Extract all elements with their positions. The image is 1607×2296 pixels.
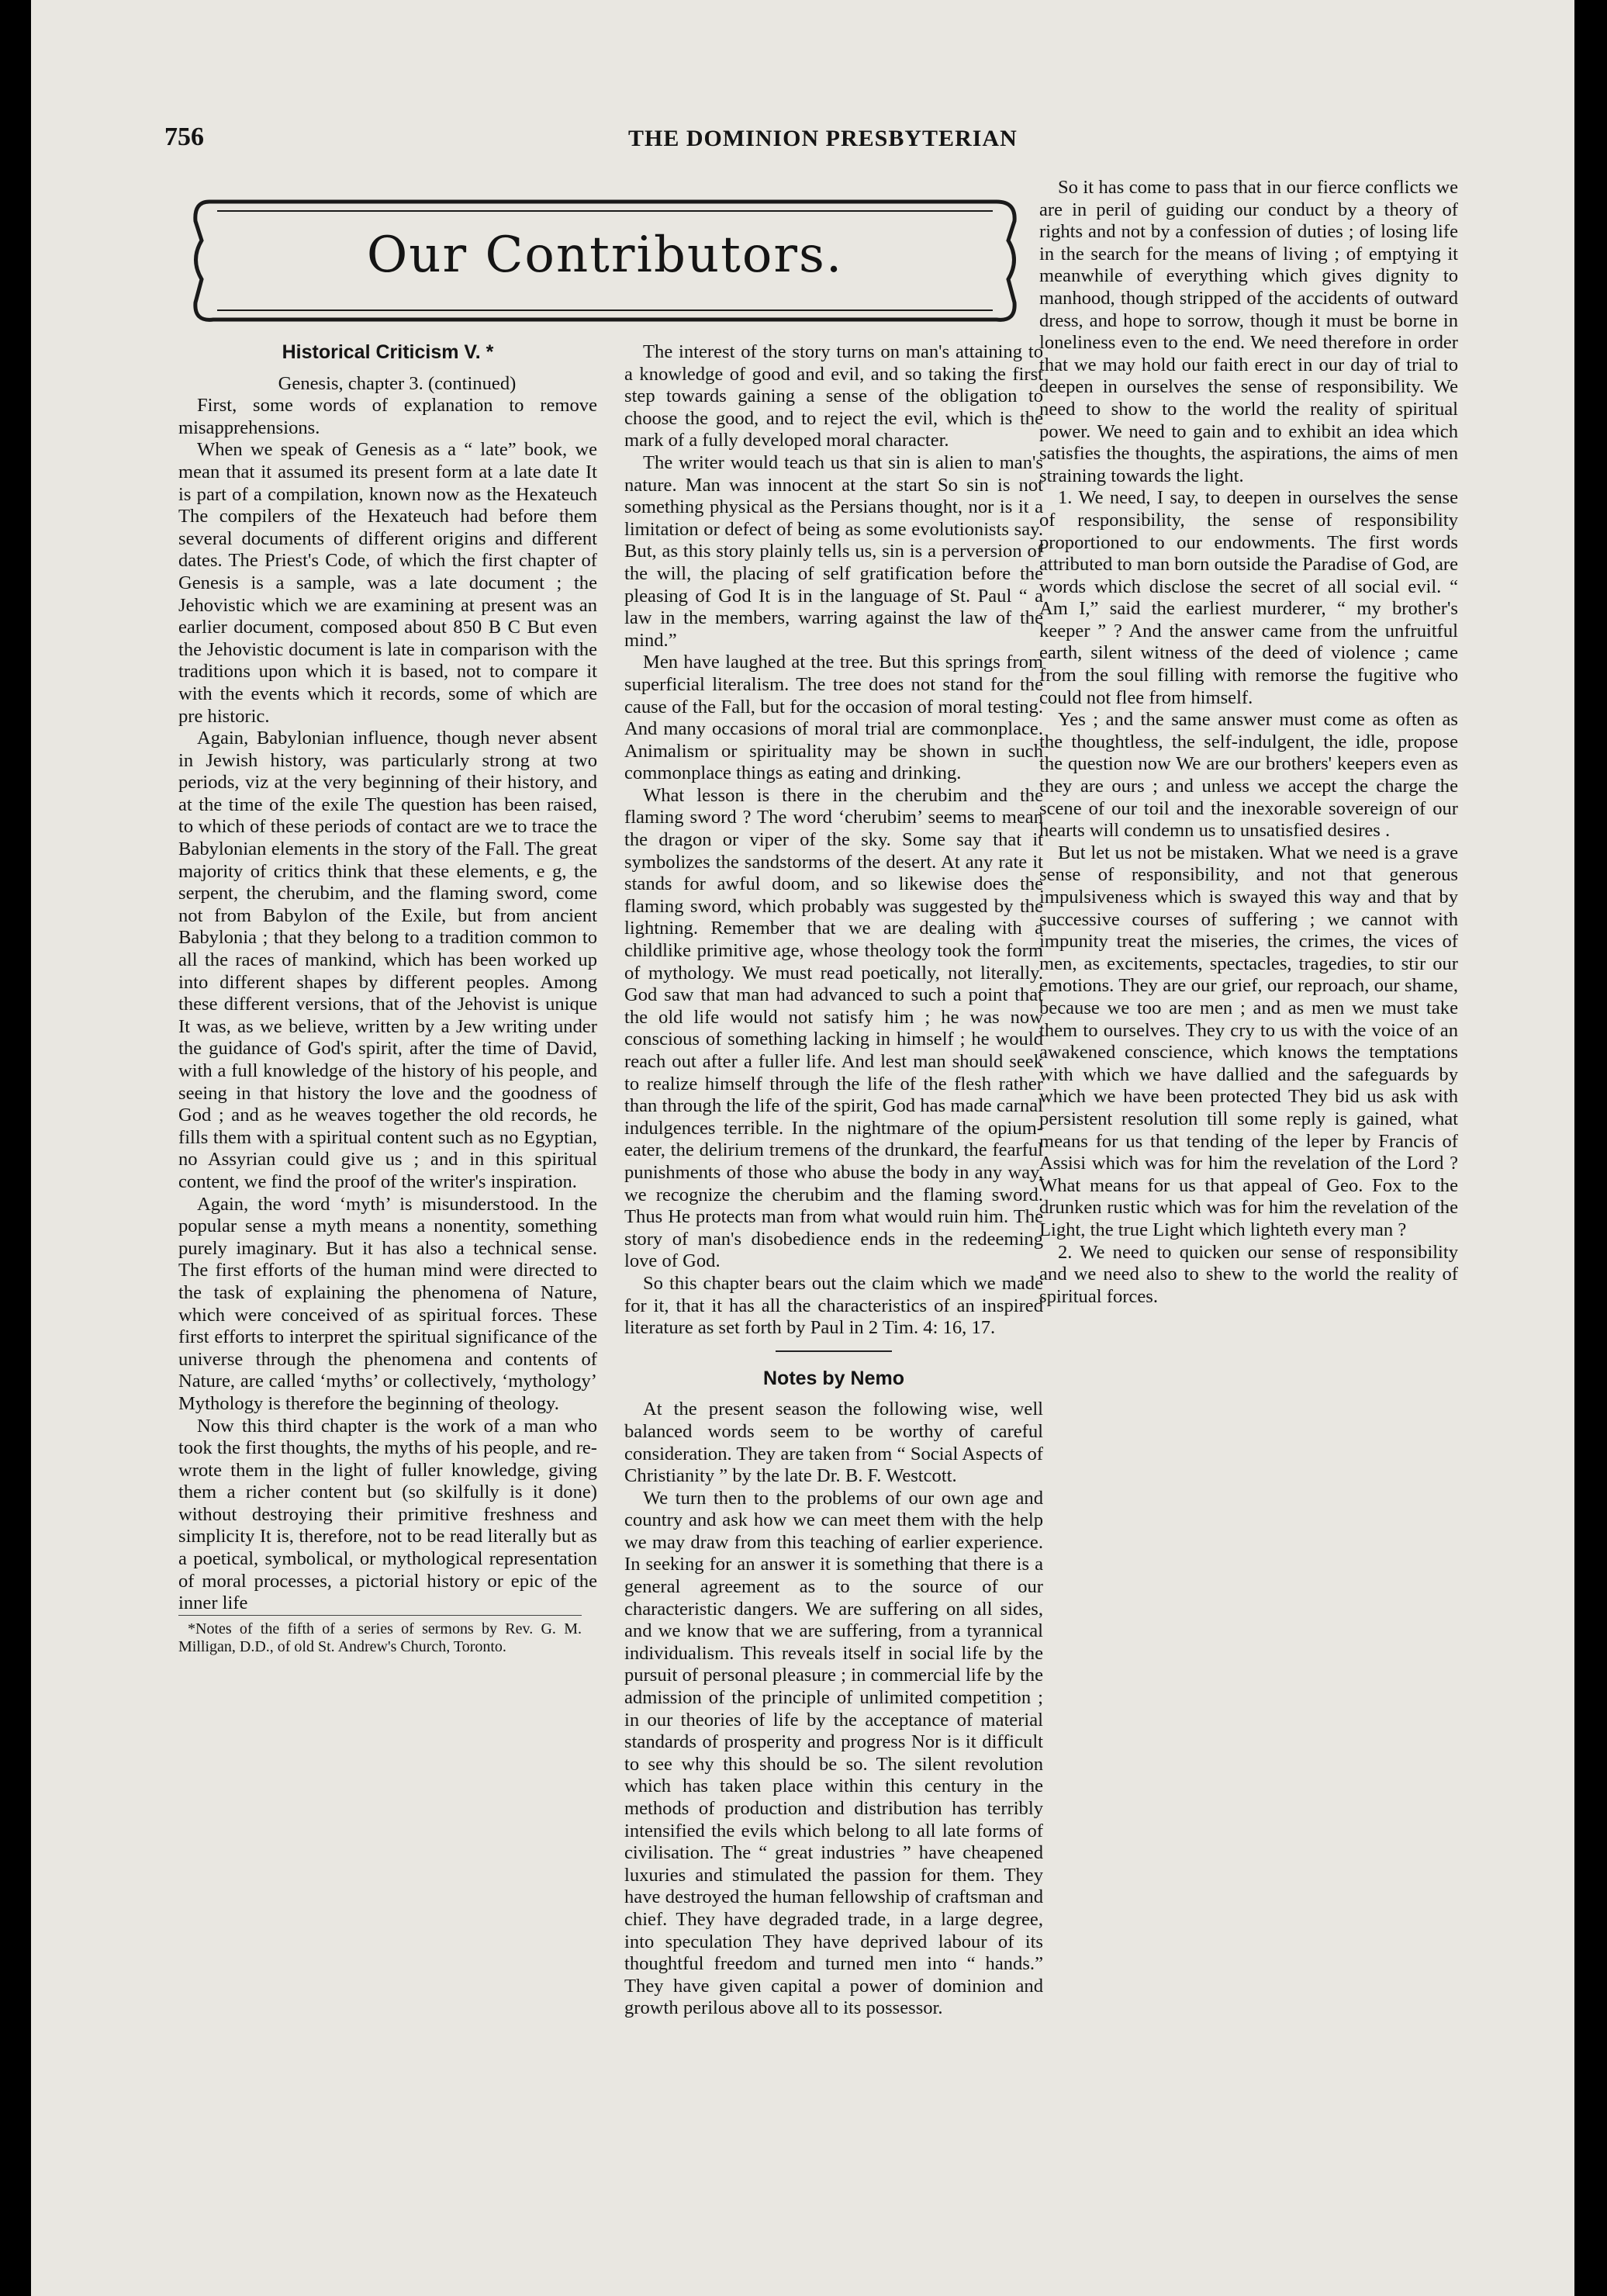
paragraph: 1. We need, I say, to deepen in ourselves the sense of responsibility, the sense of responsibility proportioned to our endowments. The first words attributed to man born outside the Paradise of God, are words which disclose the secret of all social evil. “ Am I,” said the earliest murderer, “ my brother's keeper ” ? And the answer came from the unfruitful earth, silent witness of the deed of violence ; came from the soul filling with remorse the fugitive who could not flee from himself. <box>1039 487 1458 708</box>
column-1 <box>178 341 597 1656</box>
newspaper-page <box>31 0 1574 2296</box>
paragraph: At the present season the following wise, well balanced words seem to be worthy of careful consideration. They are taken from “ Social Aspects of Christianity ” by the late Dr. B. F. Westcott. <box>624 1399 1043 1487</box>
article-title: Notes by Nemo <box>763 1367 904 1389</box>
running-head: THE DOMINION PRESBYTERIAN <box>628 126 1018 151</box>
paragraph: So this chapter bears out the claim which we made for it, that it has all the characteristics of an inspired literature as set forth by Paul in 2 Tim. 4: 16, 17. <box>624 1272 1043 1339</box>
column-2 <box>624 341 1043 2020</box>
paragraph: We turn then to the problems of our own age and country and ask how we can meet them with the help we may draw from this teaching of earlier experience. In seeking for an answer it is something that there is a general agreement as to the source of our characteristic dangers. We are suffering on all sides, and we know that we are suffering, from a tyrannical individualism. This reveals itself in social life by the pursuit of personal pleasure ; in commercial life by the admission of the principle of unlimited competition ; in our theories of life by the acceptance of material standards of prosperity and progress Nor is it difficult to see why this should be so. The silent revolution which has taken place within this century in the methods of production and distribution has terribly intensified the evils which belong to all late forms of civilisation. The “ great industries ” have cheapened luxuries and stimulated the passion for them. They have destroyed the human fellowship of craftsman and chief. They have degraded trade, in a large degree, into speculation They have deprived labour of its thoughtful freedom and turned men into “ hands.” They have given capital a power of dominion and growth perilous above all to its possessor. <box>624 1487 1043 2019</box>
paragraph: 2. We need to quicken our sense of responsibility and we need also to shew to the world the reality of spiritual forces. <box>1039 1241 1458 1307</box>
section-title: Our Contributors. <box>366 226 844 284</box>
column-3 <box>1039 177 1458 1308</box>
paragraph: Again, the word ‘myth’ is misunderstood. In the popular sense a myth means a nonentity, something purely imaginary. But it has also a technical sense. The first efforts of the human mind were directed to the task of explaining the phenomena of Nature, which were conceived of as spiritual forces. These first efforts to interpret the spiritual significance of the universe through the phenomena and contents of Nature, are called ‘myths’ or collectively, ‘mythology’ Mythology is therefore the beginning of theology. <box>178 1193 597 1414</box>
paragraph: When we speak of Genesis as a “ late” book, we mean that it assumed its present form at a late date It is part of a compilation, known now as the Hexateuch The compilers of the Hexateuch had before them several documents of different origins and different dates. The Priest's Code, of which the first chapter of Genesis is a sample, was a late document ; the Jehovistic which we are examining at present was an earlier document, composed about 850 B C But even the Jehovistic document is late in comparison with the traditions upon which it is based, not to compare it with the events which it records, some of which are pre historic. <box>178 439 597 727</box>
paragraph: So it has come to pass that in our fierce conflicts we are in peril of guiding our conduct by a theory of rights and not by a confession of duties ; of losing life in the search for the means of living ; of emptying it meanwhile of everything which gives dignity to manhood, though stripped of the accidents of outward dress, and hope to sorrow, though it must be borne in loneliness even to the end. We need therefore in order that we may hold our faith erect in our day of trial to deepen in ourselves the sense of responsibility. We need to show to the world the reality of spiritual power. We need to gain and to exhibit an idea which satisfies the thoughts, the aspirations, the aims of men straining towards the light. <box>1039 177 1458 486</box>
article-title: Historical Criticism V. * <box>282 341 494 363</box>
page-number: 756 <box>164 123 204 151</box>
paragraph: Now this third chapter is the work of a man who took the first thoughts, the myths of his people, and re-wrote them in the light of fuller knowledge, giving them a richer content but (so skilfully is it done) without destroying their primitive freshness and simplicity It is, therefore, not to be read literally but as a poetical, symbolical, or mythological representation of moral processes, a pictorial history or epic of the inner life <box>178 1415 597 1614</box>
section-banner <box>178 186 1032 334</box>
paragraph: Yes ; and the same answer must come as often as the thoughtless, the self-indulgent, the idle, propose the question now We are our brothers' keepers even as they are ours ; and unless we accept the charge the scene of our toil and the inexorable sovereign of our hearts will condemn us to unsatisfied desires . <box>1039 709 1458 842</box>
paragraph: Again, Babylonian influence, though never absent in Jewish history, was particularly strong at two periods, viz at the very beginning of their history, and at the time of the exile The question has been raised, to which of these periods of contact are we to trace the Babylonian elements in the story of the Fall. The great majority of critics think that these elements, e g, the serpent, the cherubim, and the flaming sword, come not from Babylon of the Exile, but from ancient Babylonia ; that they belong to a tradition common to all the races of mankind, which has been worked up into different shapes by different peoples. Among these different versions, that of the Jehovist is unique It was, as we believe, written by a Jew writing under the guidance of God's spirit, after the time of David, with a full knowledge of the history of his people, and seeing in that history the love and the goodness of God ; and as he weaves together the old records, he fills them with a spiritual content such as no Egyptian, no Assyrian could give us ; and in this spiritual content, we find the proof of the writer's inspiration. <box>178 728 597 1192</box>
paragraph: The interest of the story turns on man's attaining to a knowledge of good and evil, and so taking the first step towards gaining a sense of the obligation to choose the good, and to reject the evil, which is the mark of a fully developed moral character. <box>624 341 1043 451</box>
section-divider <box>776 1350 892 1352</box>
footnote: *Notes of the fifth of a series of sermons by Rev. G. M. Milligan, D.D., of old St. Andrew's Church, Toronto. <box>178 1615 582 1656</box>
paragraph: What lesson is there in the cherubim and the flaming sword ? The word ‘cherubim’ seems to mean the dragon or viper of the sky. Some say that it symbolizes the sandstorms of the desert. At any rate it stands for awful doom, and so likewise does the flaming sword, which probably was suggested by the lightning. Remember that we are dealing with a childlike primitive age, whose theology took the form of mythology. We must read poetically, not literally. God saw that man had advanced to such a point that the old life would not satisfy him ; he was now conscious of something lacking in himself ; he would reach out after a fuller life. And lest man should seek to realize himself through the life of the flesh rather than through the life of the spirit, God has made carnal indulgences terrible. In the nightmare of the opium-eater, the delirium tremens of the drunkard, the fearful punishments of those who abuse the body in any way, we recognize the cherubim and the flaming sword. Thus He protects man from what would ruin him. The story of man's disobedience ends in the redeeming love of God. <box>624 784 1043 1272</box>
paragraph: Men have laughed at the tree. But this springs from superficial literalism. The tree does not stand for the cause of the Fall, but for the occasion of moral testing. And many occasions of moral trial are commonplace. Animalism or spirituality may be shown in such commonplace things as eating and drinking. <box>624 652 1043 784</box>
article-subtitle: Genesis, chapter 3. (continued) <box>278 372 517 394</box>
paragraph: First, some words of explanation to remove misapprehensions. <box>178 395 597 438</box>
paragraph: The writer would teach us that sin is alien to man's nature. Man was innocent at the start So sin is not something physical as the Persians thought, nor is it a limitation or defect of being as some evolutionists say. But, as this story plainly tells us, sin is a perversion of the will, the placing of self gratification before the pleasing of God It is in the language of St. Paul “ a law in the members, warring against the law of the mind.” <box>624 451 1043 651</box>
paragraph: But let us not be mistaken. What we need is a grave sense of responsibility, and not that generous impulsiveness which is swayed this way and that by successive courses of suffering ; we cannot with impunity treat the miseries, the crimes, the vices of men, as excitements, spectacles, tragedies, to stir our emotions. They are our grief, our reproach, our shame, because we too are men ; and as men we must take them to ourselves. They cry to us with the voice of an awakened conscience, which knows the temptations with which we have dallied and the safeguards by which we have been protected They bid us ask with persistent resolution till some reply is gained, what means for us that tending of the leper by Francis of Assisi which was for him the revelation of the Lord ? What means for us that appeal of Geo. Fox to the drunken rustic which was for him the revelation of the Light, the true Light which lighteth every man ? <box>1039 842 1458 1240</box>
